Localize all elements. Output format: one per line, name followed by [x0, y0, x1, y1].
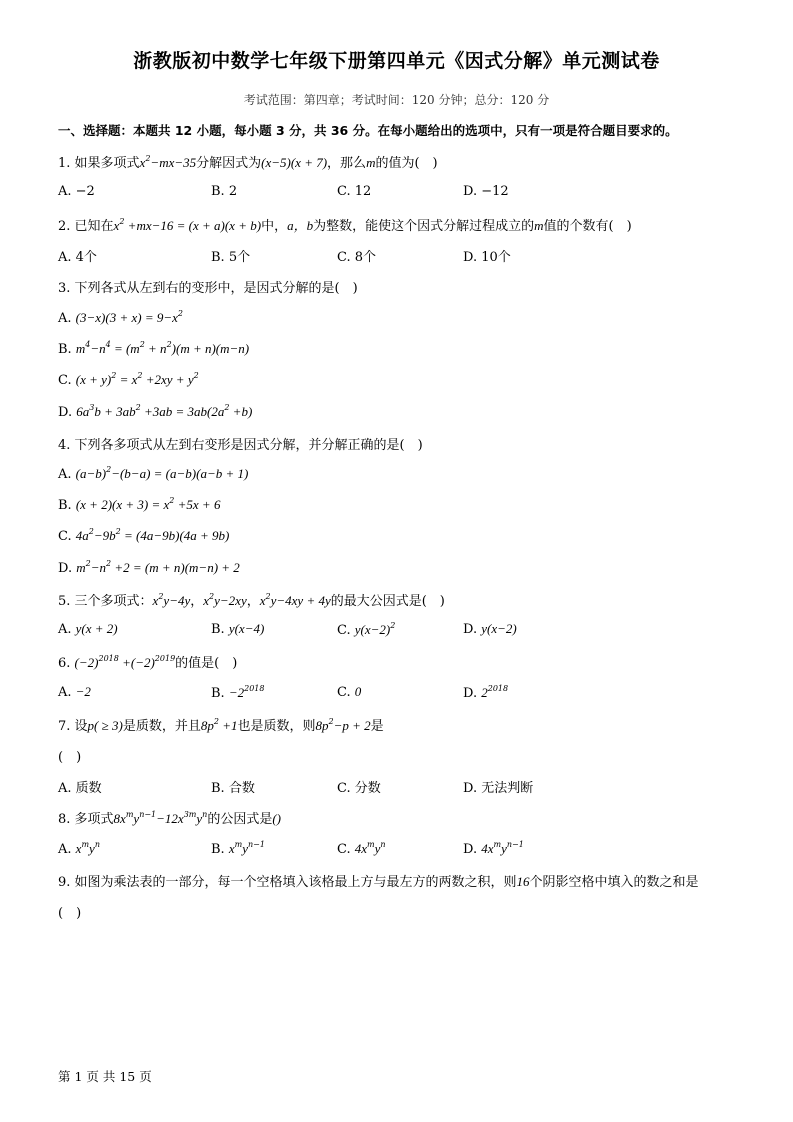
question-5-option-a: A. y(x + 2): [58, 621, 118, 637]
question-1-option-d: D. −12: [463, 184, 509, 199]
question-2-option-c: C. 8个: [337, 250, 377, 265]
question-1-option-c: C. 12: [337, 184, 372, 199]
question-7-option-a: A. 质数: [58, 781, 102, 796]
exam-info: 考试范围：第四章；考试时间：120 分钟；总分：120 分: [243, 93, 550, 107]
question-4-option-d: D. $m^2-n^2 +2 = (m + n)(m-n) + 2$: [58, 559, 240, 576]
page-footer: 第 1 页 共 15 页: [58, 1069, 152, 1084]
question-3-option-b: B. $m^4-n^4 = (m^2 + n^2)(m + n)(m-n)$: [58, 340, 250, 357]
question-2-stem: 2. 已知在$x^2 +mx-16 = (x + a)(x + b)$中，a，b为整数，能使这个因式分解过程成立的m值的个数有( ): [58, 217, 632, 234]
question-9-paren: ( ): [58, 906, 82, 921]
question-1-option-b: B. 2: [211, 184, 238, 199]
question-6-option-d: D. $2^{2018}$: [463, 684, 509, 701]
question-3-option-a: A. $(3-x)(3 + x) = 9-x^2$: [58, 309, 183, 326]
question-7-stem: 7. 设p( ≥ 3)是质数，并且$8p^2 +1$也是质数，则$8p^2-p + 2$是: [58, 717, 384, 734]
question-3-option-c: C. $(x + y)^2 = x^2 +2xy + y^2$: [58, 371, 199, 388]
question-6-option-c: C. 0: [337, 684, 362, 700]
question-1-option-a: A. −2: [58, 184, 95, 199]
question-6-option-b: B. $-2^{2018}$: [211, 684, 265, 701]
question-8-stem: 8. 多项式$8x^my^{n-1}-12x^{3m}y^n$的公因式是(): [58, 810, 282, 827]
question-5-stem: 5. 三个多项式：$x^2y-4y$，$x^2y-2xy$，$x^2y-4xy + 4y$的最大公因式是( ): [58, 592, 445, 609]
question-7-paren: ( ): [58, 750, 82, 765]
question-8-option-a: A. $x^my^n$: [58, 840, 100, 857]
question-1-stem: 1. 如果多项式$x^2-mx-35$分解因式为(x−5)(x + 7)，那么m的值为( ): [58, 154, 438, 171]
question-2-option-d: D. 10个: [463, 250, 511, 265]
question-7-option-c: C. 分数: [337, 781, 381, 796]
question-8-option-b: B. $x^my^{n-1}$: [211, 840, 265, 857]
question-8-option-d: D. $4x^my^{n-1}$: [463, 840, 524, 857]
question-3-stem: 3. 下列各式从左到右的变形中，是因式分解的是( ): [58, 281, 358, 296]
question-7-option-b: B. 合数: [211, 781, 255, 796]
question-4-stem: 4. 下列各多项式从左到右变形是因式分解，并分解正确的是( ): [58, 438, 423, 453]
question-9-stem: 9. 如图为乘法表的一部分，每一个空格填入该格最上方与最左方的两数之积，则16个阴影空格中填入的数之和是: [58, 874, 699, 890]
question-5-option-c: C. $y(x-2)^2$: [337, 621, 396, 638]
question-4-option-c: C. $4a^2-9b^2 = (4a-9b)(4a + 9b)$: [58, 527, 230, 544]
question-3-option-d: D. $6a^3b + 3ab^2 +3ab = 3ab(2a^2 +b)$: [58, 403, 253, 420]
question-5-option-d: D. y(x−2): [463, 621, 517, 637]
question-7-option-d: D. 无法判断: [463, 781, 534, 796]
question-6-stem: 6. $(-2)^{2018} +(-2)^{2019}$的值是( ): [58, 654, 238, 671]
question-5-option-b: B. y(x−4): [211, 621, 265, 637]
question-8-option-c: C. $4x^my^n$: [337, 840, 386, 857]
question-4-option-a: A. $(a-b)^2-(b-a) = (a-b)(a-b + 1)$: [58, 465, 249, 482]
document-title: 浙教版初中数学七年级下册第四单元《因式分解》单元测试卷: [133, 50, 660, 72]
question-2-option-a: A. 4个: [58, 250, 97, 265]
question-6-option-a: A. −2: [58, 684, 91, 700]
question-4-option-b: B. $(x + 2)(x + 3) = x^2 +5x + 6$: [58, 496, 221, 513]
section-heading: 一、选择题：本题共 12 小题，每小题 3 分，共 36 分。在每小题给出的选项中，只有一项是符合题目要求的。: [58, 123, 678, 138]
question-2-option-b: B. 5个: [211, 250, 251, 265]
